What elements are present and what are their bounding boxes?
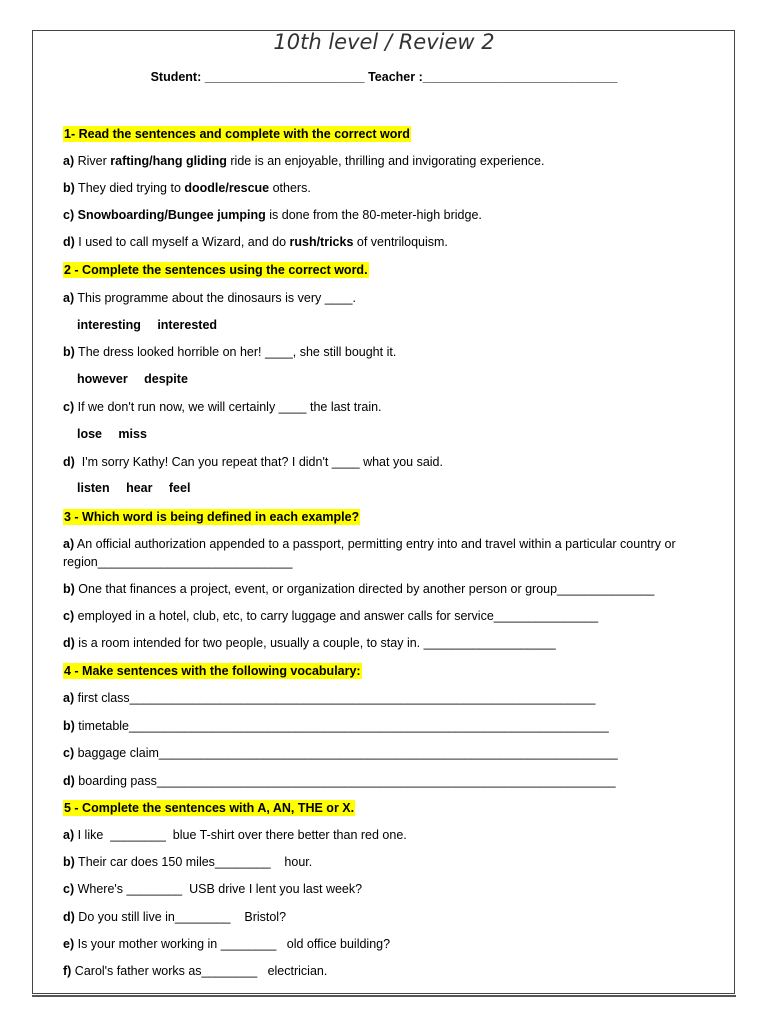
section-2-item-c: c) If we don't run now, we will certainly ____ the last train. [63,400,382,414]
section-3-item-a: a) An official authorization appended to a passport, permitting entry into and travel within a particular country or region____________________________ [63,537,676,569]
section-1-item-c: c) Snowboarding/Bungee jumping is done from the 80-meter-high bridge. [63,208,482,222]
page-title: 10th level / Review 2 [273,30,495,54]
section-2-options-a: interesting interested [77,318,218,332]
section-2-heading: 2 - Complete the sentences using the correct word. [64,263,368,277]
section-1-item-a: a) River rafting/hang gliding ride is an enjoyable, thrilling and invigorating experience. [63,154,545,168]
section-3-item-c: c) employed in a hotel, club, etc, to carry luggage and answer calls for service_______________ [63,609,599,623]
section-5-item-a: a) I like ________ blue T-shirt over there better than red one. [63,828,407,842]
section-2-item-a: a) This programme about the dinosaurs is very ____. [63,291,356,305]
section-2-item-b: b) The dress looked horrible on her! ____, she still bought it. [63,345,397,359]
section-4-item-c: c) baggage claim__________________________________________________________________ [63,746,618,760]
section-5-item-c: c) Where's ________ USB drive I lent you last week? [63,882,363,896]
section-4-item-d: d) boarding pass__________________________________________________________________ [63,774,616,788]
section-5-heading: 5 - Complete the sentences with A, AN, THE or X. [64,801,355,815]
section-3-item-d: d) is a room intended for two people, usually a couple, to stay in. ___________________ [63,636,556,650]
section-1-heading: 1- Read the sentences and complete with the correct word [64,127,410,141]
section-5-item-d: d) Do you still live in________ Bristol? [63,910,287,924]
page-bottom-edge [32,995,736,997]
student-teacher-line: Student: _______________________ Teacher :____________________________ [150,70,618,84]
section-5-item-e: e) Is your mother working in ________ old office building? [63,937,391,951]
section-4-item-a: a) first class___________________________________________________________________ [63,691,596,705]
section-2-options-b: however despite [77,372,188,386]
section-5-item-f: f) Carol's father works as________ electrician. [63,964,328,978]
section-2-options-c: lose miss [77,427,147,441]
section-2-item-d: d) I'm sorry Kathy! Can you repeat that? I didn't ____ what you said. [63,455,443,469]
section-3-item-b: b) One that finances a project, event, or organization directed by another person or group______________ [63,582,655,596]
section-5-item-b: b) Their car does 150 miles________ hour. [63,855,313,869]
section-3-heading: 3 - Which word is being defined in each example? [64,510,360,524]
section-4-item-b: b) timetable_____________________________________________________________________ [63,719,609,733]
section-4-heading: 4 - Make sentences with the following vocabulary: [64,664,361,678]
section-2-options-d: listen hear feel [77,481,191,495]
section-1-item-d: d) I used to call myself a Wizard, and do rush/tricks of ventriloquism. [63,235,448,249]
section-1-item-b: b) They died trying to doodle/rescue others. [63,181,311,195]
